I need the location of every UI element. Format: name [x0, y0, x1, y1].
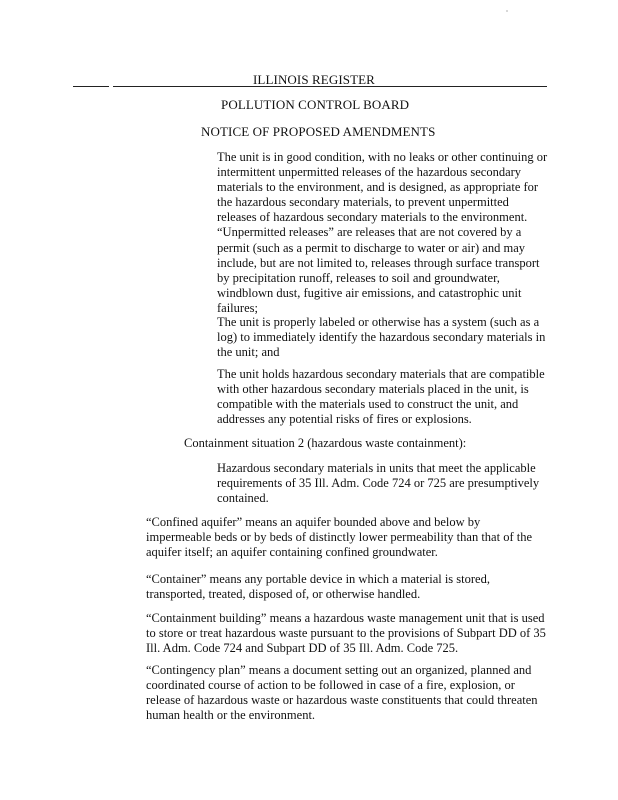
paragraph-condition-text: The unit is in good condition, with no leaks or other continuing or intermittent unpermitted releases of the hazardous secondary materials to the environment, and is designed, as appropriate for the hazardous secondary materials, to prevent unpermitted releases of hazardous secondary materials to the environment. “Unpermitted releases” are releases that are not covered by a permit (such as a permit to discharge to water or air) and may include, but are not limited to, releases through surface transport by precipitation runoff, releases to soil and groundwater, windblown dust, fugitive air emissions, and catastrophic unit failures;	[217, 150, 548, 315]
paragraph-compatible	[217, 367, 549, 427]
paragraph-condition	[217, 150, 549, 316]
paragraph-labeled	[217, 315, 549, 360]
scan-speck	[506, 10, 508, 12]
notice-title: NOTICE OF PROPOSED AMENDMENTS	[201, 124, 436, 139]
register-title: ILLINOIS REGISTER	[253, 72, 375, 87]
definition-containment-building	[146, 611, 546, 656]
containment-situation-2-heading: Containment situation 2 (hazardous waste containment):	[184, 436, 467, 450]
definition-container	[146, 572, 546, 602]
paragraph-compatible-text: The unit holds hazardous secondary materials that are compatible with other hazardous secondary materials placed in the unit, is compatible with the materials used to construct the unit, and addresses any potential risks of fires or explosions.	[217, 367, 545, 427]
definition-confined-aquifer-text: “Confined aquifer” means an aquifer bounded above and below by impermeable beds or by beds of distinctly lower permeability than that of the aquifer itself; an aquifer containing confined groundwater.	[146, 515, 533, 560]
board-title: POLLUTION CONTROL BOARD	[221, 97, 410, 112]
paragraph-presumptive-text: Hazardous secondary materials in units that meet the applicable requirements of 35 Ill. Adm. Code 724 or 725 are presumptively contained.	[217, 461, 540, 506]
paragraph-presumptive	[217, 461, 549, 506]
definition-containment-building-text: “Containment building” means a hazardous waste management unit that is used to store or treat hazardous waste pursuant to the provisions of Subpart DD of 35 Ill. Adm. Code 724 and Subpart DD of 35 Ill. Adm. Code 725.	[146, 611, 546, 656]
header-rule-left	[73, 86, 109, 87]
definition-confined-aquifer	[146, 515, 546, 560]
paragraph-labeled-text: The unit is properly labeled or otherwise has a system (such as a log) to immediately identify the hazardous secondary materials in the unit; and	[217, 315, 546, 360]
definition-container-text: “Container” means any portable device in which a material is stored, transported, treated, disposed of, or otherwise handled.	[146, 572, 490, 602]
definition-contingency-plan-text: “Contingency plan” means a document setting out an organized, planned and coordinated course of action to be followed in case of a fire, explosion, or release of hazardous waste or hazardous waste constituents that could threaten human health or the environment.	[146, 663, 538, 723]
definition-contingency-plan	[146, 663, 546, 723]
